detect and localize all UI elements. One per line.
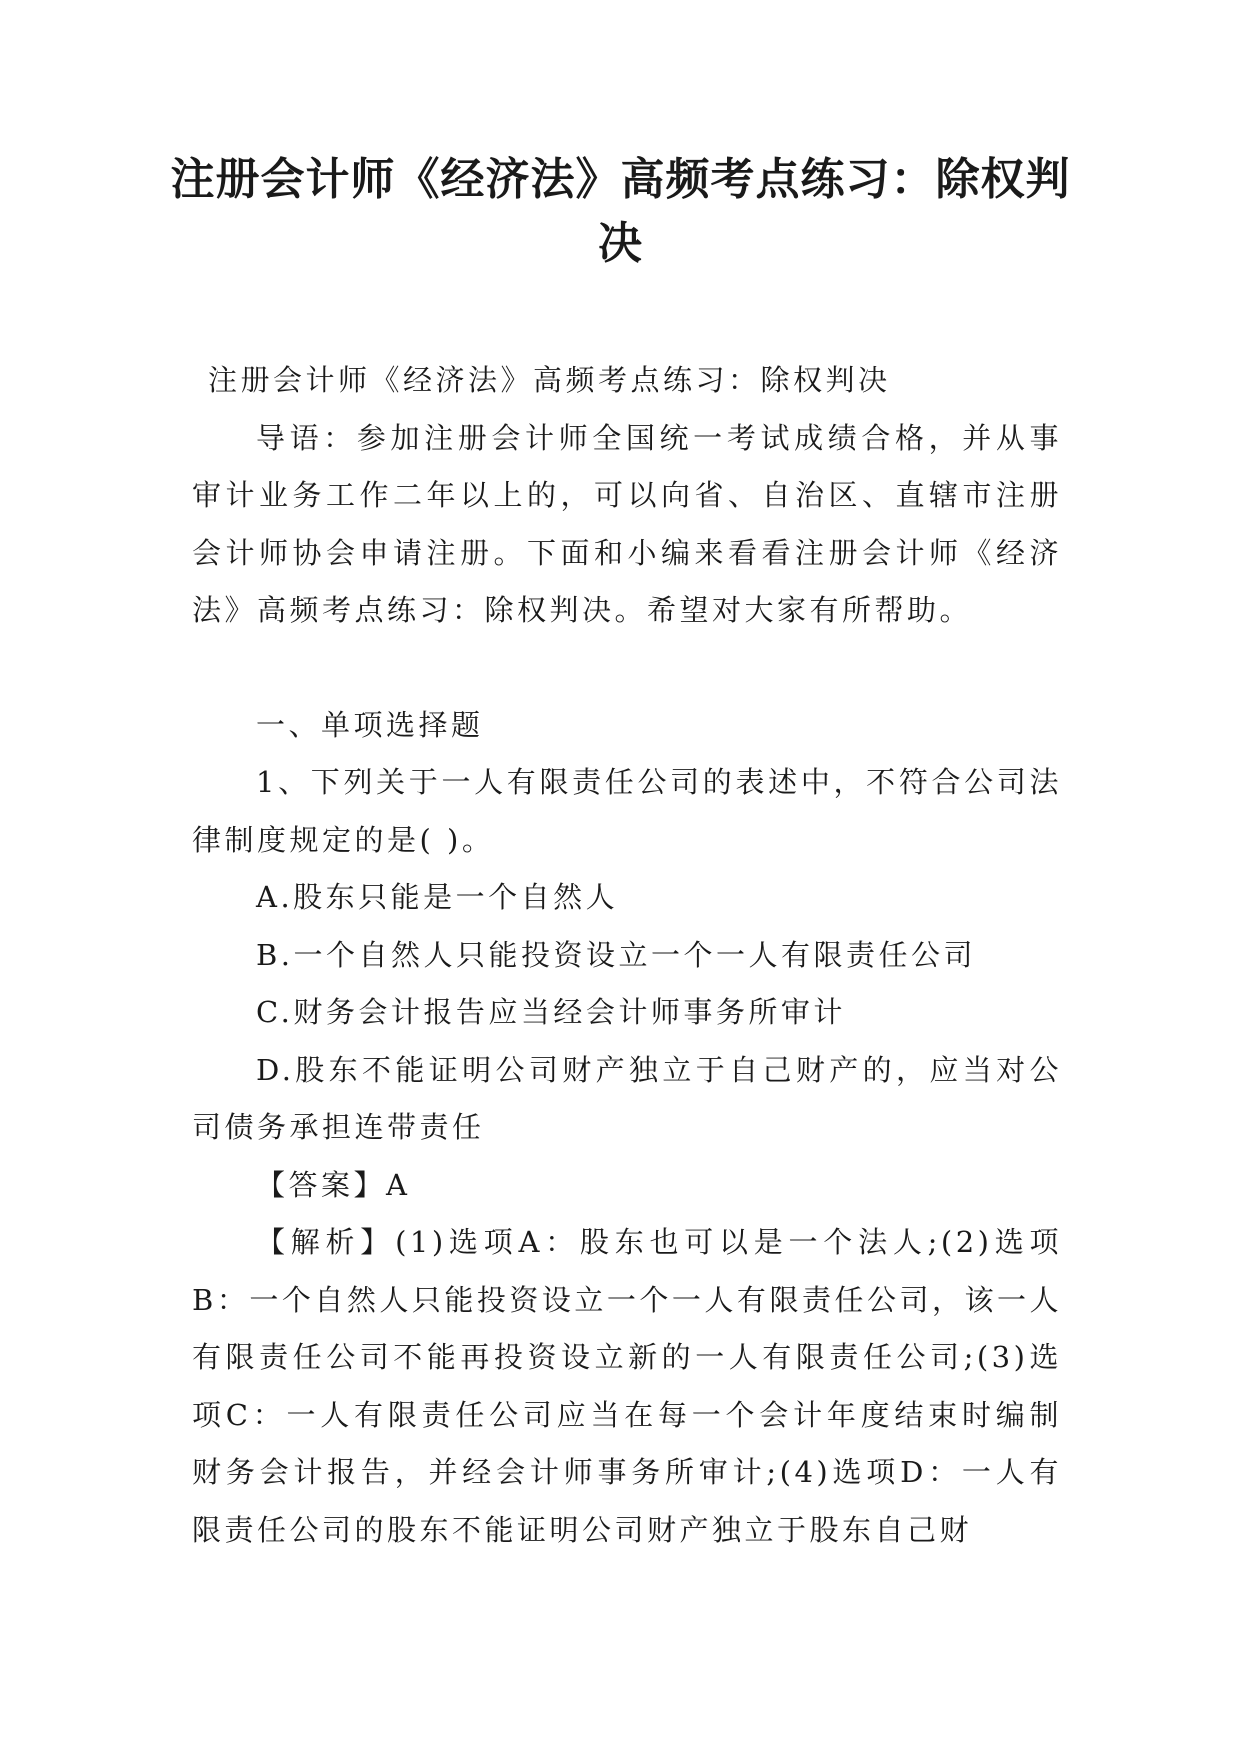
document-subtitle: 注册会计师《经济法》高频考点练习：除权判决 — [208, 363, 891, 397]
paragraph-spacer — [192, 640, 1062, 697]
section-heading: 一、单项选择题 — [256, 707, 484, 742]
analysis-text: 【解析】(1)选项A：股东也可以是一个法人;(2)选项B：一个自然人只能投资设立一个一人有限责任公司，该一人有限责任公司不能再投资设立新的一人有限责任公司;(3)选项C：一人有限责任公司应当在每一个会计年度结束时编制财务会计报告，并经会计师事务所审计;(4)选项D：一人有限责任公司的股东不能证明公司财产独立于股东自己财 — [192, 1225, 1062, 1547]
answer-text: 【答案】A — [256, 1167, 411, 1202]
option-c: C.财务会计报告应当经会计师事务所审计 — [256, 995, 846, 1029]
document-title: 注册会计师《经济法》高频考点练习：除权判决 — [170, 154, 1071, 269]
intro-paragraph: 导语：参加注册会计师全国统一考试成绩合格，并从事审计业务工作二年以上的，可以向省、自治区、直辖市注册会计师协会申请注册。下面和小编来看看注册会计师《经济法》高频考点练习：除权判决。希望对大家有所帮助。 — [192, 420, 1062, 627]
option-b: B.一个自然人只能投资设立一个一人有限责任公司 — [256, 937, 977, 972]
option-a: A.股东只能是一个自然人 — [256, 880, 619, 914]
document-body — [192, 352, 1062, 1559]
option-d: D.股东不能证明公司财产独立于自己财产的，应当对公司债务承担连带责任 — [192, 1052, 1062, 1144]
question-text: 1、下列关于一人有限责任公司的表述中，不符合公司法律制度规定的是( )。 — [192, 765, 1062, 857]
